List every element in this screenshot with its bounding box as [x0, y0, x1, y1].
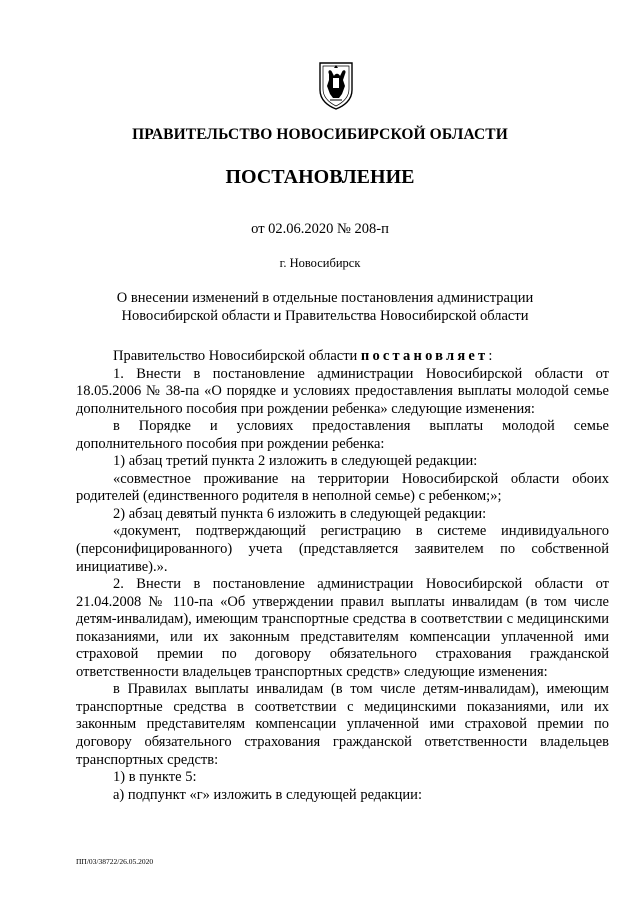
body-paragraph: 2. Внести в постановление администрации Новосибирской области от 21.04.2008 № 110-па «Об утверждении правил выплаты инвалидам (в том числе детям-инвалидам), имеющим транспортные средства в соответствии с медицинскими показаниями, или их законным представителям компенсации уплаченной ими страховой премии по договору обязательного страхования гражданской ответственности владельцев транспортных средств» следующие изменения:: [76, 576, 609, 680]
body-paragraph: 2) абзац девятый пункта 6 изложить в следующей редакции:: [113, 505, 487, 522]
body-paragraph: «документ, подтверждающий регистрацию в системе индивидуального (персонифицированного) учета (представляется заявителем по собственной инициативе).».: [76, 523, 609, 575]
body-paragraph: 1) в пункте 5:: [113, 769, 197, 786]
document-body: [76, 348, 609, 804]
document-type-title: ПОСТАНОВЛЕНИЕ: [225, 166, 415, 188]
date-number-line: от 02.06.2020 № 208-п: [251, 221, 389, 237]
intro-suffix: :: [488, 348, 493, 364]
coat-of-arms-icon: [317, 60, 355, 110]
organization-name: ПРАВИТЕЛЬСТВО НОВОСИБИРСКОЙ ОБЛАСТИ: [132, 126, 508, 143]
body-paragraph: а) подпункт «г» изложить в следующей редакции:: [113, 786, 422, 803]
intro-keyword: постановляет: [360, 348, 489, 364]
body-paragraph: в Правилах выплаты инвалидам (в том числе детям-инвалидам), имеющим транспортные средства в соответствии с медицинскими показаниями, или их законным представителям компенсации уплаченной ими страховой премии по договору обязательного страхования гражданской ответственности владельцев транспортных средств:: [76, 681, 609, 768]
body-paragraph: в Порядке и условиях предоставления выплаты молодой семье дополнительного пособия при рождении ребенка:: [76, 418, 609, 452]
intro-paragraph: [76, 348, 609, 366]
body-paragraph: 1. Внести в постановление администрации Новосибирской области от 18.05.2006 № 38-па «О порядке и условиях предоставления выплаты молодой семье дополнительного пособия при рождении ребенка» следующие изменения:: [76, 365, 609, 417]
city-line: г. Новосибирск: [279, 256, 361, 270]
footer-document-code: ПП/03/38722/26.05.2020: [76, 857, 154, 866]
body-paragraph: «совместное проживание на территории Новосибирской области обоих родителей (единственного родителя в неполной семье) с ребенком;»;: [76, 470, 609, 505]
document-subject: О внесении изменений в отдельные постановления администрации Новосибирской области и Правительства Новосибирской области: [116, 290, 534, 324]
intro-prefix: Правительство Новосибирской области: [113, 348, 361, 364]
body-paragraph: 1) абзац третий пункта 2 изложить в следующей редакции:: [113, 453, 478, 470]
